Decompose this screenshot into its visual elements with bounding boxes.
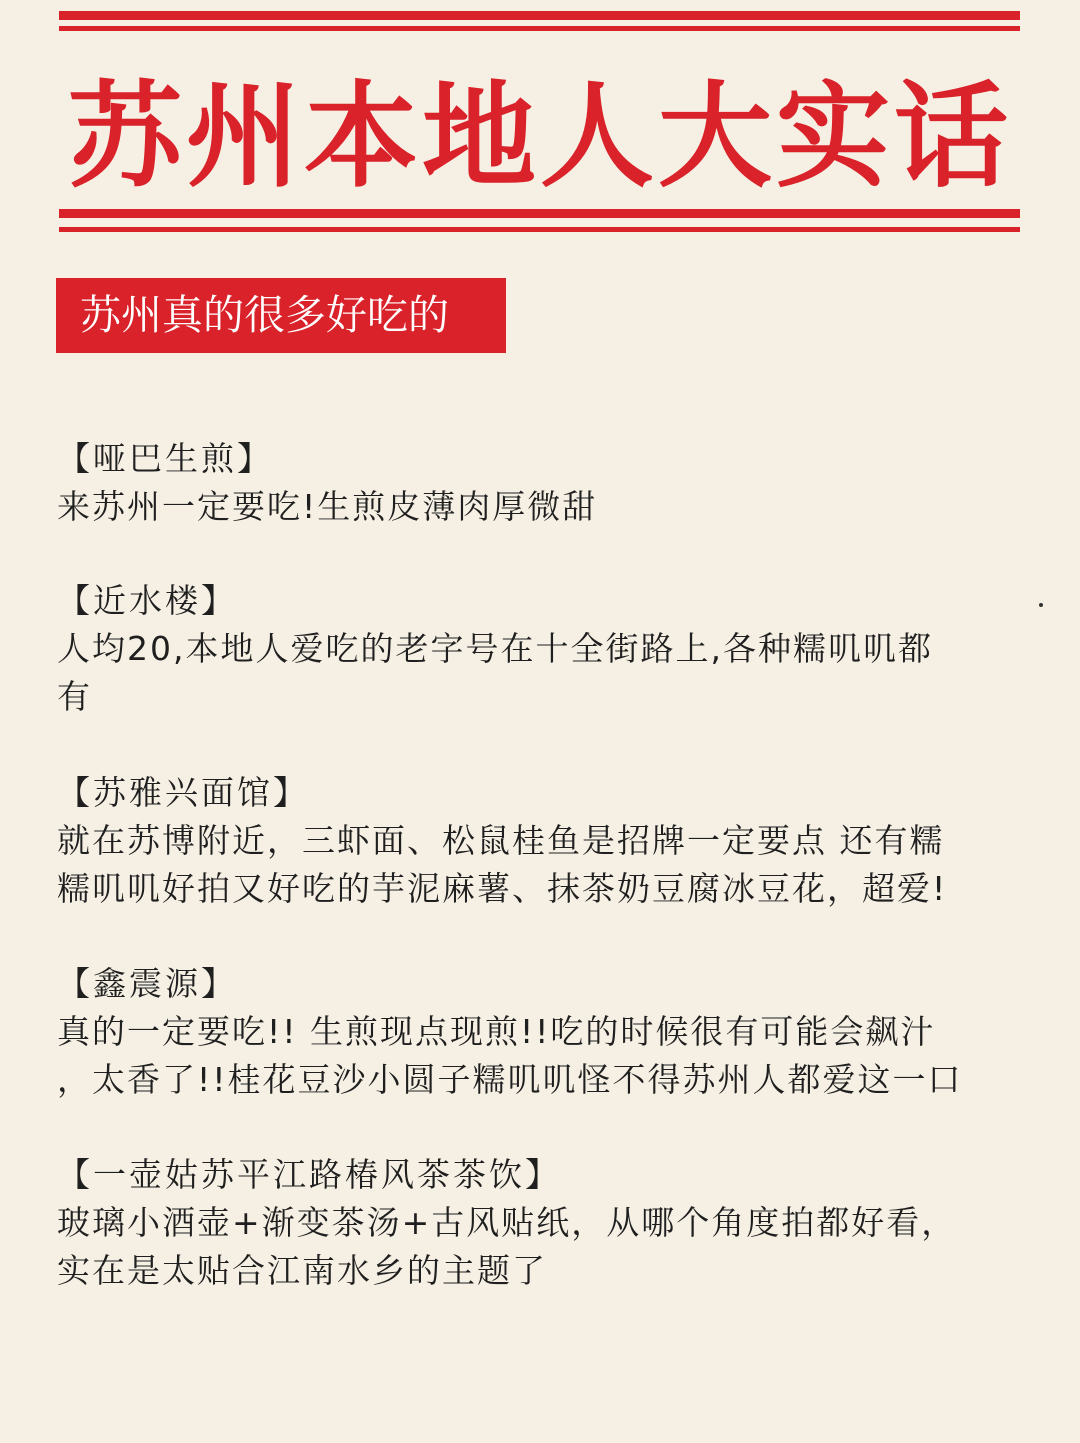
- bottom-rule-thick: [59, 209, 1020, 218]
- entry-description: [57, 483, 1037, 531]
- entry-line: ，太香了!!桂花豆沙小圆子糯叽叽怪不得苏州人都爱这一口: [57, 1060, 963, 1099]
- entry-description: [57, 1008, 1037, 1104]
- section-tag-label: 苏州真的很多好吃的: [80, 291, 449, 339]
- restaurant-entry-yaba: [57, 435, 1037, 531]
- page-title: 苏州本地人大实话: [67, 70, 1012, 203]
- decorative-dot: [1039, 603, 1043, 607]
- entry-title: 【哑巴生煎】: [57, 439, 273, 478]
- entry-title: 【苏雅兴面馆】: [57, 773, 309, 812]
- entry-line: 玻璃小酒壶+渐变茶汤+古风贴纸，从哪个角度拍都好看，: [57, 1203, 957, 1242]
- top-rule-thin: [59, 26, 1020, 31]
- entry-description: [57, 1199, 1037, 1295]
- section-tag: [56, 278, 506, 353]
- top-rule-thick: [59, 11, 1020, 20]
- entry-line: 糯叽叽好拍又好吃的芋泥麻薯、抹茶奶豆腐冰豆花，超爱!: [57, 869, 948, 908]
- restaurant-entry-xinzhenyuan: [57, 960, 1037, 1104]
- entry-description: [57, 817, 1037, 913]
- entry-title: 【一壶姑苏平江路椿风茶茶饮】: [57, 1155, 561, 1194]
- bottom-rule-thin: [59, 227, 1020, 232]
- entry-line: 来苏州一定要吃!生煎皮薄肉厚微甜: [57, 487, 598, 526]
- entry-line: 真的一定要吃!! 生煎现点现煎!!吃的时候很有可能会飙汁: [57, 1012, 936, 1051]
- entry-description: [57, 625, 1037, 721]
- entry-line: 实在是太贴合江南水乡的主题了: [57, 1251, 547, 1290]
- entry-line: 有: [57, 677, 92, 716]
- entry-title: 【鑫震源】: [57, 964, 237, 1003]
- restaurant-entry-chunfeng-tea: [57, 1151, 1037, 1295]
- restaurant-entry-suyaxing: [57, 769, 1037, 913]
- entry-line: 就在苏博附近，三虾面、松鼠桂鱼是招牌一定要点 还有糯: [57, 821, 945, 860]
- entry-line: 人均20,本地人爱吃的老字号在十全街路上,各种糯叽叽都: [57, 629, 933, 668]
- entry-title: 【近水楼】: [57, 581, 237, 620]
- restaurant-entry-jinshuilou: [57, 577, 1037, 721]
